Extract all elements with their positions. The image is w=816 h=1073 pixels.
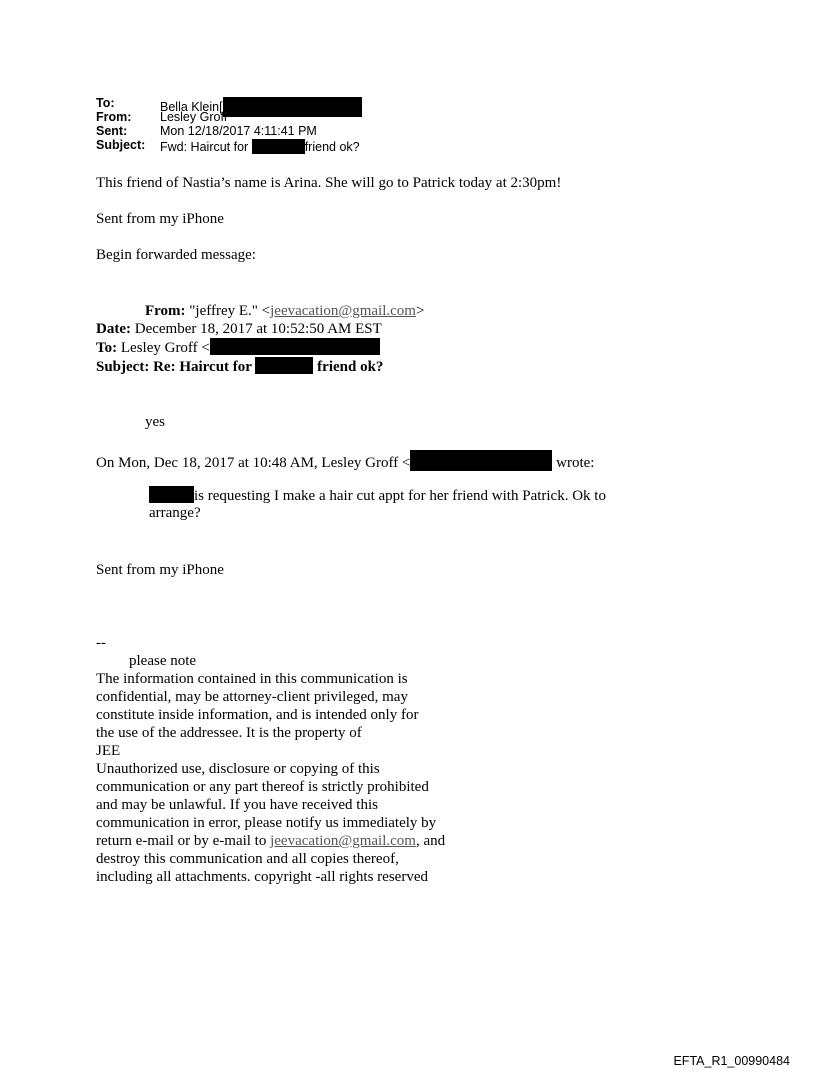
disclaimer-line: the use of the addressee. It is the property of [96,725,362,741]
quote-line-1-text: is requesting I make a hair cut appt for her friend with Patrick. Ok to [194,488,606,504]
fwd-to-row [96,338,380,357]
fwd-sent-from: Sent from my iPhone [96,562,224,578]
header-subject-prefix: Fwd: Haircut for [160,140,249,154]
disclaimer-return-prefix: return e-mail or by e-mail to [96,833,271,849]
fwd-reply: yes [145,414,165,430]
redaction-box [410,450,552,471]
fwd-from-email-link[interactable]: jeevacation@gmail.com [270,303,416,319]
quote-intro-suffix: wrote: [556,455,595,471]
fwd-from-close: > [415,303,425,319]
body-line-1: This friend of Nastia’s name is Arina. She will go to Patrick today at 2:30pm! [96,175,562,191]
header-sent-row [0,125,816,139]
signature-please-note: please note [129,653,197,669]
disclaimer-block [96,670,496,886]
fwd-date-value: December 18, 2017 at 10:52:50 AM EST [134,321,382,337]
disclaimer-line: confidential, may be attorney-client privileged, may [96,689,408,705]
header-sent-value: Mon 12/18/2017 4:11:41 PM [160,124,317,138]
disclaimer-line: Unauthorized use, disclosure or copying of this [96,761,380,777]
redaction-box [255,357,313,374]
body-begin-forwarded: Begin forwarded message: [96,247,256,263]
header-from-row [0,111,816,125]
quote-intro-prefix: On Mon, Dec 18, 2017 at 10:48 AM, Lesley Groff < [96,455,411,471]
header-from-label: From: [96,110,132,124]
signature-dashes: -- [96,635,106,651]
fwd-subject-label: Subject: [96,359,150,375]
header-from-value: Lesley Groff [160,110,228,124]
redaction-box [252,139,305,154]
header-sent-label: Sent: [96,124,128,138]
header-subject-value [160,139,360,154]
header-subject-label: Subject: [96,138,146,152]
disclaimer-line: communication or any part thereof is strictly prohibited [96,779,429,795]
disclaimer-line: communication in error, please notify us immediately by [96,815,437,831]
fwd-date-label: Date: [96,321,131,337]
fwd-from-name: "jeffrey E." < [189,303,271,319]
fwd-to-label: To: [96,340,118,356]
disclaimer-line: constitute inside information, and is intended only for [96,707,419,723]
redaction-box [149,486,194,503]
fwd-subject-row [96,357,383,376]
fwd-from-label: From: [145,303,186,319]
fwd-to-value: Lesley Groff < [120,340,210,356]
disclaimer-line: destroy this communication and all copies thereof, [96,851,399,867]
disclaimer-return-line [96,832,496,850]
fwd-subject-prefix: Re: Haircut for [153,359,252,375]
redaction-box [210,338,380,355]
body-sent-from: Sent from my iPhone [96,211,224,227]
header-to-row [0,96,816,114]
disclaimer-line: and may be unlawful. If you have received this [96,797,378,813]
disclaimer-line: including all attachments. copyright -all rights reserved [96,869,428,885]
disclaimer-line: JEE [96,743,121,759]
quote-intro [96,450,594,472]
document-id: EFTA_R1_00990484 [673,1054,790,1068]
disclaimer-return-suffix: , and [415,833,446,849]
fwd-date-row [96,320,382,338]
header-subject-row [0,139,816,155]
quote-line-1 [149,486,606,505]
disclaimer-email-link[interactable]: jeevacation@gmail.com [270,833,416,849]
fwd-from-row [145,302,424,320]
fwd-subject-suffix: friend ok? [317,359,384,375]
header-to-label: To: [96,96,115,110]
quote-line-2: arrange? [149,505,201,521]
header-to-name: Bella Klein[ [160,100,223,114]
disclaimer-line: The information contained in this communication is [96,671,408,687]
header-subject-suffix: friend ok? [304,140,360,154]
